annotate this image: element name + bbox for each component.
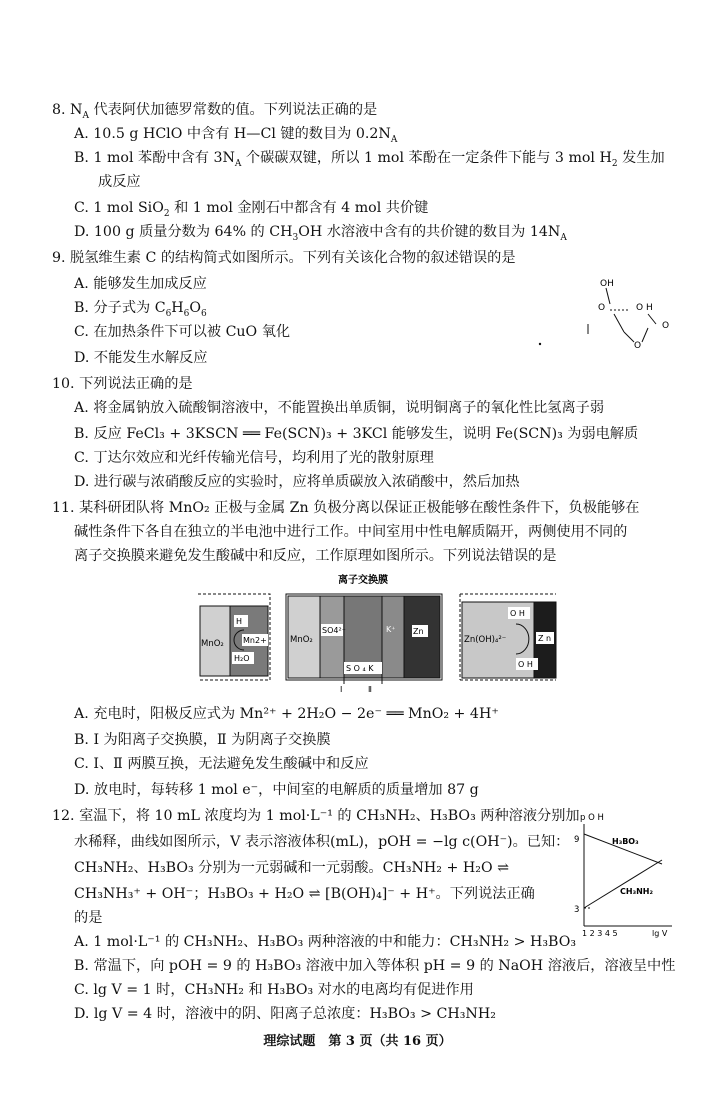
q12-option-d: D. lg V = 4 时，溶液中的阴、阳离子总浓度：H₃BO₃ > CH₃NH₂ — [74, 1006, 496, 1022]
q9-structure-diagram — [536, 272, 686, 352]
q11-cell-diagram — [190, 572, 565, 694]
graph-y9: 9 — [574, 835, 580, 845]
struct-o-bottom: O — [634, 341, 642, 351]
q12-option-b: B. 常温下，向 pOH = 9 的 H₃BO₃ 溶液中加入等体积 pH = 9 的 NaOH 溶液后，溶液呈中性 — [74, 958, 676, 974]
graph-xlabel: lg V — [652, 929, 668, 938]
left-mno2-label: MnO₂ — [201, 639, 224, 649]
zn-mid-label: Zn — [413, 627, 424, 636]
right-zn2-label: Z n — [538, 634, 552, 643]
mid-mno2-label: MnO₂ — [290, 635, 313, 645]
left-h-label: H — [236, 617, 243, 626]
q11-option-b: B. Ⅰ 为阳离子交换膜，Ⅱ 为阴离子交换膜 — [74, 732, 331, 748]
q9-option-d: D. 不能发生水解反应 — [74, 350, 208, 366]
q12-stem-line3: CH₃NH₂、H₃BO₃ 分别为一元弱碱和一元弱酸。CH₃NH₂ + H₂O ⇌ — [74, 860, 509, 876]
q8-option-c: C. 1 mol SiO$_2$ 和 1 mol 金刚石中都含有 4 mol 共价键 — [74, 200, 429, 219]
so4-label: SO4²⁻ — [322, 626, 346, 635]
right-oh2-label: O H — [518, 660, 533, 669]
k-label: K⁺ — [386, 625, 396, 634]
left-mn-label: Mn2+ — [243, 636, 267, 645]
membrane-1-label: Ⅰ — [340, 685, 343, 694]
q12-stem-line2: 水稀释，曲线如图所示，V 表示溶液体积(mL)，pOH = −lg c(OH⁻)。已知： — [74, 834, 570, 850]
q9-stem: 9. 脱氢维生素 C 的结构简式如图所示。下列有关该化合物的叙述错误的是 — [52, 250, 516, 266]
membrane-title: 离子交换膜 — [338, 575, 388, 586]
q9-option-a: A. 能够发生加成反应 — [74, 276, 207, 292]
q12-stem-line4: CH₃NH₃⁺ + OH⁻；H₃BO₃ + H₂O ⇌ [B(OH)₄]⁻ + H⁺。下列说法正确 — [74, 886, 535, 902]
left-h2o-label: H₂O — [234, 654, 250, 663]
page-footer: 理综试题 第 3 页（共 16 页） — [263, 1034, 452, 1049]
q8-option-b-cont: 成反应 — [98, 174, 141, 190]
chnh-curve — [584, 860, 662, 908]
graph-xticks: 1 2 3 4 5 — [582, 929, 618, 938]
graph-ylabel: p O H — [580, 813, 604, 823]
q9-option-c: C. 在加热条件下可以被 CuO 氧化 — [74, 324, 291, 340]
q10-option-b: B. 反应 FeCl₃ + 3KSCN ══ Fe(SCN)₃ + 3KCl 能够发生，说明 Fe(SCN)₃ 为弱电解质 — [74, 426, 639, 442]
q11-stem-line1: 11. 某科研团队将 MnO₂ 正极与金属 Zn 负极分离以保证正极能够在酸性条件下，负极能够在 — [52, 500, 640, 516]
q12-stem-line1: 12. 室温下，将 10 mL 浓度均为 1 mol·L⁻¹ 的 CH₃NH₂、H₃BO₃ 两种溶液分别加 — [52, 808, 580, 824]
membrane-2-label: Ⅱ — [368, 685, 372, 694]
q12-poh-graph — [568, 808, 680, 938]
q11-stem-line2: 碱性条件下各自在独立的半电池中进行工作。中间室用中性电解质隔开，两侧使用不同的 — [74, 524, 628, 540]
hbo-label: H₃BO₃ — [612, 837, 639, 846]
q12-option-a: A. 1 mol·L⁻¹ 的 CH₃NH₂、H₃BO₃ 两种溶液的中和能力：CH₃NH₂ > H₃BO₃ — [74, 934, 577, 950]
struct-oh-top: OH — [600, 279, 614, 289]
q12-stem-line5: 的是 — [74, 910, 103, 926]
q10-option-c: C. 丁达尔效应和光纤传输光信号，均利用了光的散射原理 — [74, 450, 434, 466]
q8-option-a: A. 10.5 g HClO 中含有 H—Cl 键的数目为 $0.2N_A$ — [74, 126, 398, 145]
struct-o-right: O — [662, 321, 670, 331]
chnh-label: CH₃NH₂ — [620, 887, 653, 896]
q8-stem: 8. $N_A$ 代表阿伏加德罗常数的值。下列说法正确的是 — [52, 102, 378, 121]
struct-oh-right: O H — [636, 303, 653, 313]
q11-option-a: A. 充电时，阳极反应式为 Mn²⁺ + 2H₂O − 2e⁻ ══ MnO₂ + 4H⁺ — [74, 706, 499, 722]
q10-option-d: D. 进行碳与浓硝酸反应的实验时，应将单质碳放入浓硝酸中，然后加热 — [74, 474, 520, 490]
q8-option-d: D. 100 g 质量分数为 64% 的 $CH_3OH$ 水溶液中含有的共价键的数目为 $14N_A$ — [74, 224, 567, 243]
struct-ring-o: O — [598, 303, 606, 313]
q11-stem-line3: 离子交换膜来避免发生酸碱中和反应，工作原理如图所示。下列说法错误的是 — [74, 548, 557, 564]
q10-stem: 10. 下列说法正确的是 — [52, 376, 193, 392]
q11-option-d: D. 放电时，每转移 1 mol e⁻，中间室的电解质的质量增加 87 g — [74, 782, 479, 798]
q10-option-a: A. 将金属钠放入硫酸铜溶液中，不能置换出单质铜，说明铜离子的氧化性比氢离子弱 — [74, 400, 605, 416]
q9-option-b: B. 分子式为 $C_6H_6O_6$ — [74, 300, 207, 319]
so4k-label: S O ₄ K — [346, 664, 374, 673]
right-zn-label: Zn(OH)₄²⁻ — [464, 635, 507, 645]
q8-option-b: B. 1 mol 苯酚中含有 $3N_A$ 个碳碳双键，所以 1 mol 苯酚在一定条件下能与 3 mol $H_2$ 发生加 — [74, 150, 665, 169]
q12-option-c: C. lg V = 1 时，CH₃NH₂ 和 H₃BO₃ 对水的电离均有促进作用 — [74, 982, 474, 998]
graph-y3: 3 — [574, 905, 580, 915]
right-oh1-label: O H — [510, 609, 525, 618]
q11-option-c: C. Ⅰ、Ⅱ 两膜互换，无法避免发生酸碱中和反应 — [74, 756, 369, 772]
